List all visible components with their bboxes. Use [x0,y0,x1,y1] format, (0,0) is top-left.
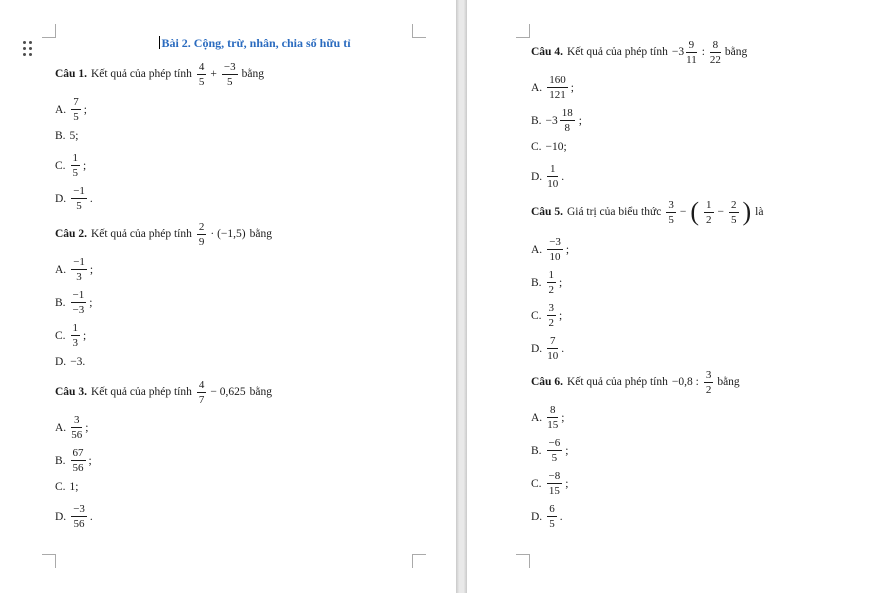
option-3B [55,447,415,474]
option-text: 5; [69,129,79,142]
option-label: D. [531,342,543,355]
option-label: A. [531,411,543,424]
punctuation: ; [83,329,87,342]
expression-text: · (−1,5) [210,228,246,240]
question-5 [531,196,881,228]
crop-mark-icon [516,554,530,568]
question-label: Câu 2. [55,228,87,240]
operator: + [210,68,217,80]
option-5C [531,302,881,329]
option-2B [55,289,415,316]
option-label: D. [55,355,67,368]
option-6A [531,404,881,431]
option-label: C. [55,480,66,493]
option-4C [531,140,881,153]
option-2A [55,256,415,283]
question-text: Kết quả của phép tính [90,68,192,80]
option-2D [55,355,415,368]
option-4D [531,163,881,190]
option-label: B. [531,276,542,289]
option-2C [55,322,415,349]
fraction: $\frac{3}{56}$ [71,414,83,441]
option-label: B. [55,454,66,467]
fraction: $\frac{1}{2}$ [548,269,555,296]
option-6C [531,470,881,497]
lesson-title [55,28,415,52]
operator: − [679,206,687,218]
option-text: −3. [70,355,86,368]
option-label: C. [531,477,542,490]
option-label: B. [531,114,542,127]
question-4 [531,38,881,66]
question-text: bằng [241,68,264,80]
option-6D [531,503,881,530]
option-label: C. [531,140,542,153]
fraction: $\frac{-1}{5}$ [73,185,85,212]
fraction: $\frac{-3}{5}$ [223,60,236,88]
question-text: Kết quả của phép tính [566,46,668,58]
crop-mark-icon [42,554,56,568]
fraction: $\frac{1}{10}$ [547,163,559,190]
punctuation: . [559,510,563,523]
close-paren: ) [742,197,752,226]
fraction: $\frac{-3}{10}$ [549,236,561,263]
fraction: $\frac{4}{5}$ [198,60,205,88]
question-3 [55,378,415,406]
option-label: A. [55,103,67,116]
fraction: $\frac{8}{15}$ [547,404,559,431]
option-label: A. [531,243,543,256]
fraction: $\frac{160}{121}$ [549,74,566,101]
option-5D [531,335,881,362]
question-text: bằng [249,386,272,398]
paragraph-drag-handle-icon[interactable] [23,41,32,56]
punctuation: ; [89,296,93,309]
punctuation: ; [83,159,87,172]
punctuation: ; [89,263,94,276]
option-label: B. [55,129,66,142]
question-6 [531,368,881,396]
fraction: $\frac{-6}{5}$ [548,437,561,464]
fraction: $\frac{1}{2}$ [706,198,712,226]
fraction: $\frac{4}{7}$ [198,378,205,406]
option-label: B. [531,444,542,457]
lesson-title-text: Bài 2. Cộng, trừ, nhân, chia số hữu tỉ [161,36,351,50]
fraction: $\frac{-1}{-3}$ [72,289,85,316]
option-1D [55,185,415,212]
question-label: Câu 4. [531,46,563,58]
question-2 [55,220,415,248]
option-1A [55,96,415,123]
option-3A [55,414,415,441]
question-text: là [755,206,764,218]
option-1C [55,152,415,179]
punctuation: . [561,342,565,355]
fraction: $\frac{7}{5}$ [73,96,79,123]
fraction: $\frac{3}{2}$ [705,368,712,396]
option-text: 1; [69,480,79,493]
punctuation: ; [570,81,574,94]
punctuation: . [89,510,93,523]
option-label: C. [55,329,66,342]
page-1[interactable] [55,28,415,536]
option-label: A. [55,263,67,276]
question-label: Câu 6. [531,376,563,388]
option-4B [531,107,881,134]
crop-mark-icon [516,24,530,38]
crop-mark-icon [412,554,426,568]
punctuation: ; [85,421,89,434]
option-6B [531,437,881,464]
question-text: Kết quả của phép tính [90,386,192,398]
open-paren: ( [690,197,699,226]
option-label: D. [531,170,543,183]
operator: − [717,206,724,218]
option-5A [531,236,881,263]
mixed-number: −3 $\frac{9}{11}$ [671,38,697,66]
mixed-number: −3 $\frac{18}{8}$ [545,107,573,134]
option-1B [55,129,415,142]
fraction: $\frac{3}{5}$ [668,198,674,226]
fraction: $\frac{-1}{3}$ [73,256,85,283]
fraction: $\frac{67}{56}$ [72,447,84,474]
fraction: $\frac{-3}{56}$ [73,503,85,530]
option-label: D. [531,510,543,523]
operator: : [701,46,705,58]
punctuation: . [561,170,565,183]
fraction: $\frac{-8}{15}$ [548,470,561,497]
fraction: $\frac{8}{22}$ [709,38,721,66]
option-3D [55,503,415,530]
option-3C [55,480,415,493]
page-2[interactable] [531,28,881,536]
question-label: Câu 1. [55,68,87,80]
fraction: $\frac{7}{10}$ [547,335,559,362]
punctuation: ; [561,411,565,424]
option-label: D. [55,192,67,205]
option-label: C. [55,159,66,172]
crop-mark-icon [42,24,56,38]
question-text: Kết quả của phép tính [90,228,192,240]
punctuation: . [89,192,93,205]
punctuation: ; [83,103,87,116]
expression-text: −0,8 : [671,376,699,388]
option-text: −10; [545,140,567,153]
fraction: $\frac{9}{11}$ [686,38,697,66]
option-label: C. [531,309,542,322]
question-text: bằng [717,376,740,388]
expression-text: − 0,625 [210,386,246,398]
punctuation: ; [565,477,569,490]
question-text: Giá trị của biểu thức [566,206,662,218]
option-label: A. [531,81,543,94]
question-1 [55,60,415,88]
punctuation: ; [578,114,582,127]
punctuation: ; [559,309,563,322]
punctuation: ; [88,454,92,467]
question-label: Câu 5. [531,206,563,218]
option-label: B. [55,296,66,309]
question-text: bằng [724,46,748,58]
question-text: bằng [249,228,272,240]
punctuation: ; [559,276,563,289]
question-text: Kết quả của phép tính [566,376,668,388]
fraction: $\frac{3}{2}$ [548,302,555,329]
fraction: $\frac{6}{5}$ [549,503,555,530]
option-label: D. [55,510,67,523]
fraction: $\frac{2}{9}$ [198,220,205,248]
fraction: $\frac{2}{5}$ [731,198,737,226]
option-4A [531,74,881,101]
fraction: $\frac{18}{8}$ [561,107,573,134]
punctuation: ; [565,243,570,256]
option-label: A. [55,421,67,434]
question-label: Câu 3. [55,386,87,398]
punctuation: ; [565,444,569,457]
fraction: $\frac{1}{5}$ [72,152,79,179]
page-gap-divider [456,0,467,593]
fraction: $\frac{1}{3}$ [72,322,79,349]
option-5B [531,269,881,296]
